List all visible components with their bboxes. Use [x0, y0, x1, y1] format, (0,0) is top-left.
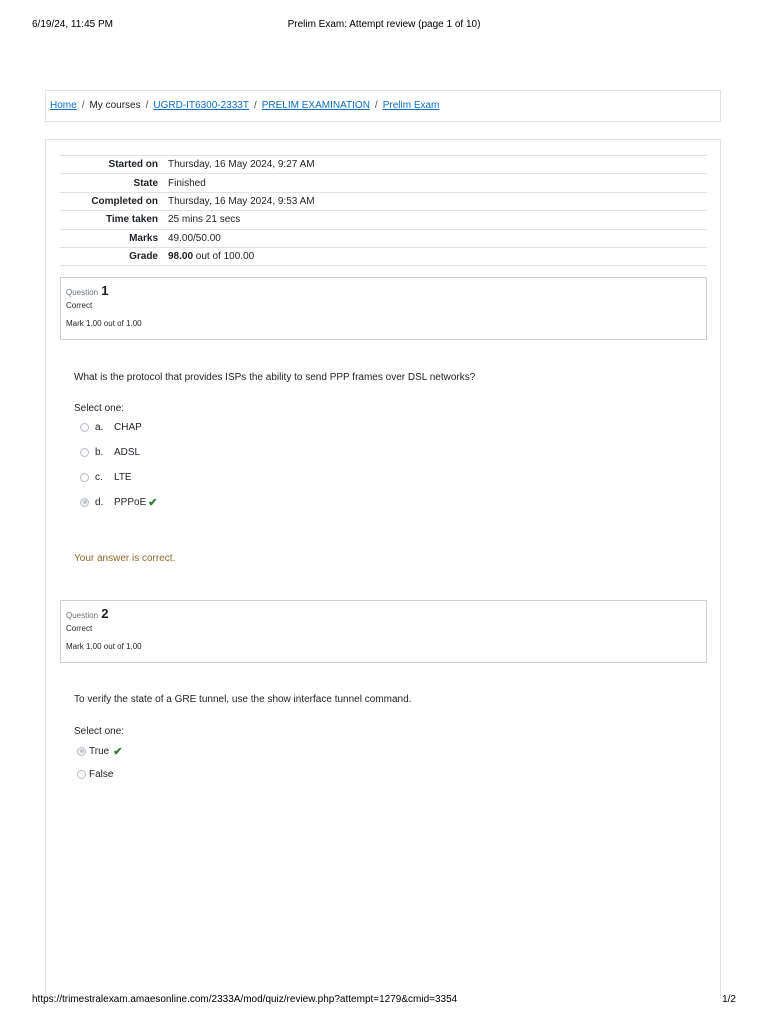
summary-label: Marks	[60, 229, 164, 247]
breadcrumb-separator: /	[374, 100, 378, 111]
breadcrumb-separator: /	[81, 100, 85, 111]
radio-button[interactable]	[77, 770, 86, 779]
question-mark: Mark 1.00 out of 1.00	[66, 642, 142, 651]
option-text: True	[89, 745, 110, 757]
breadcrumb	[45, 90, 721, 122]
question-label: Question	[66, 288, 99, 297]
question-label: Question	[66, 611, 99, 620]
print-page-title: Prelim Exam: Attempt review (page 1 of 10)	[287, 19, 481, 30]
summary-label: Completed on	[60, 192, 164, 210]
summary-label: Grade	[60, 247, 164, 265]
question-number-value: 1	[101, 283, 109, 298]
breadcrumb-section[interactable]: PRELIM EXAMINATION	[261, 100, 370, 111]
question-number-value: 2	[101, 606, 109, 621]
question-1-text: What is the protocol that provides ISPs the ability to send PPP frames over DSL networks?	[74, 372, 476, 383]
grade-out-of: out of 100.00	[193, 251, 255, 263]
radio-button[interactable]	[80, 448, 89, 457]
question-mark: Mark 1.00 out of 1.00	[66, 319, 142, 328]
question-state: Correct	[66, 301, 93, 310]
radio-button[interactable]	[80, 423, 89, 432]
summary-value	[164, 247, 707, 265]
check-icon: ✔	[148, 496, 158, 509]
question-2-select-label: Select one:	[74, 726, 125, 737]
print-url: https://trimestralexam.amaesonline.com/2333A/mod/quiz/review.php?attempt=1279&cmid=3354	[32, 994, 458, 1005]
question-state: Correct	[66, 624, 93, 633]
option-text: False	[89, 768, 114, 780]
summary-value: Thursday, 16 May 2024, 9:53 AM	[164, 192, 707, 210]
breadcrumb-course[interactable]: UGRD-IT6300-2333T	[153, 100, 249, 111]
summary-value: Thursday, 16 May 2024, 9:27 AM	[164, 156, 707, 174]
radio-button[interactable]	[80, 473, 89, 482]
check-icon: ✔	[113, 745, 123, 758]
option-text: ADSL	[114, 446, 141, 458]
question-1-feedback: Your answer is correct.	[74, 553, 176, 564]
breadcrumb-quiz[interactable]: Prelim Exam	[382, 100, 440, 111]
question-1-option-d[interactable]	[80, 495, 157, 509]
breadcrumb-separator: /	[253, 100, 257, 111]
summary-value: 25 mins 21 secs	[164, 211, 707, 229]
question-1-option-a[interactable]	[80, 420, 142, 434]
print-datetime: 6/19/24, 11:45 PM	[32, 19, 113, 30]
question-1-info	[60, 277, 707, 340]
summary-value: 49.00/50.00	[164, 229, 707, 247]
breadcrumb-separator: /	[145, 100, 149, 111]
summary-label: Started on	[60, 156, 164, 174]
main-content-card	[45, 139, 721, 999]
grade-score: 98.00	[168, 251, 194, 263]
summary-row-completed-on	[60, 192, 707, 210]
question-number	[66, 606, 706, 621]
question-1-select-label: Select one:	[74, 403, 125, 414]
summary-label: State	[60, 174, 164, 192]
question-2-info	[60, 600, 707, 663]
option-letter: a.	[95, 421, 104, 433]
option-letter: d.	[95, 496, 104, 508]
radio-button-selected[interactable]	[77, 747, 86, 756]
summary-row-marks	[60, 229, 707, 247]
summary-row-state	[60, 174, 707, 192]
attempt-summary-table	[60, 155, 707, 266]
question-2-option-false[interactable]	[77, 767, 113, 781]
breadcrumb-my-courses: My courses	[89, 100, 141, 111]
print-header	[32, 19, 736, 33]
option-letter: c.	[95, 471, 103, 483]
summary-row-started-on	[60, 156, 707, 174]
summary-value: Finished	[164, 174, 707, 192]
option-letter: b.	[95, 446, 104, 458]
breadcrumb-home[interactable]: Home	[50, 100, 77, 111]
option-text: PPPoE	[114, 496, 147, 508]
question-1-option-c[interactable]	[80, 470, 132, 484]
summary-label: Time taken	[60, 211, 164, 229]
question-2-option-true[interactable]	[77, 744, 122, 758]
question-1-option-b[interactable]	[80, 445, 140, 459]
radio-button-selected[interactable]	[80, 498, 89, 507]
question-2-text: To verify the state of a GRE tunnel, use the show interface tunnel command.	[74, 694, 412, 705]
print-footer	[32, 994, 736, 1008]
option-text: CHAP	[114, 421, 142, 433]
print-page-number: 1/2	[722, 994, 736, 1005]
question-number	[66, 283, 706, 298]
summary-row-time-taken	[60, 211, 707, 229]
option-text: LTE	[114, 471, 132, 483]
summary-row-grade	[60, 247, 707, 265]
